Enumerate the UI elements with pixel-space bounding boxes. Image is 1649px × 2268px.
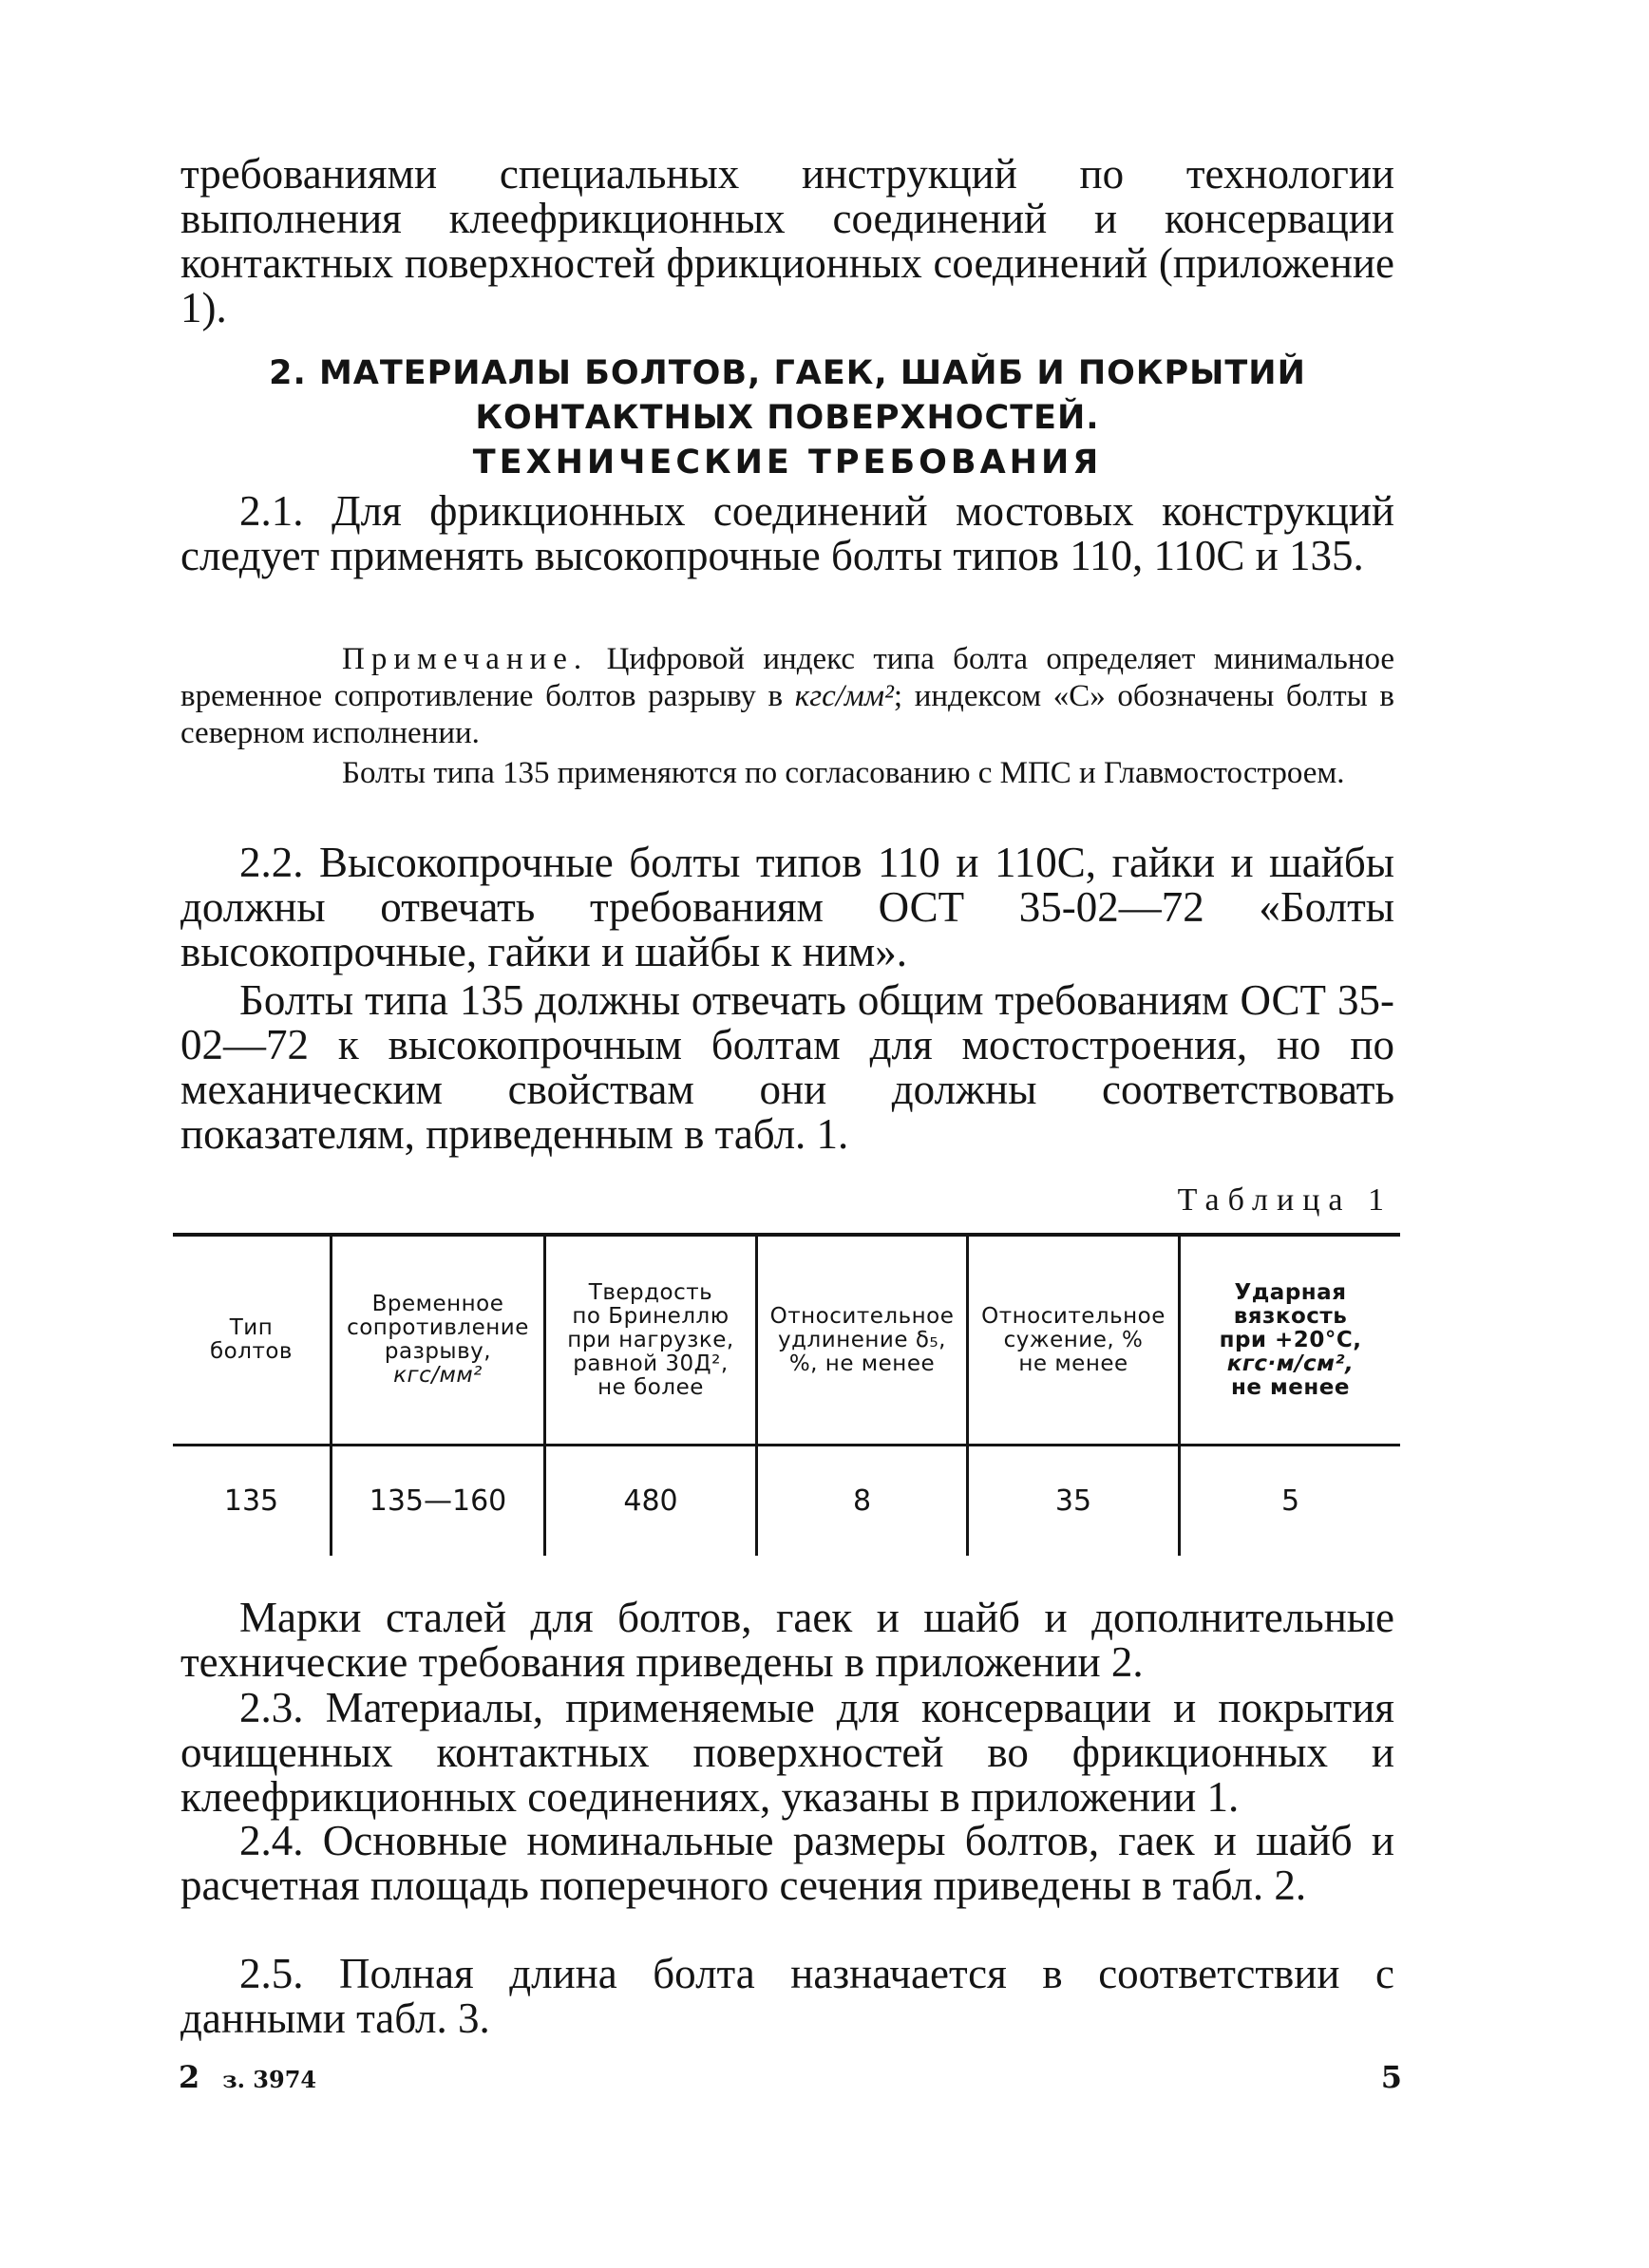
note-block	[180, 641, 1394, 752]
paragraph-2-5: 2.5. Полная длина болта назначается в соответствии с данными табл. 3.	[180, 1950, 1394, 2042]
footer-signature	[179, 2059, 316, 2095]
table-header-cell: Относительное сужение, % не менее	[981, 1303, 1166, 1376]
paragraph-2-2: 2.2. Высокопрочные болты типов 110 и 110С, гайки и шайбы должны отвечать требованиям ОСТ 35-02—72 «Болты высокопрочные, гайки и шайбы к ним».	[180, 839, 1394, 975]
table-header-cell: Относительное удлинение δ₅, %, не менее	[769, 1303, 955, 1376]
note-label: Примечание.	[342, 642, 589, 676]
paragraph-2-4: 2.4. Основные номинальные размеры болтов, гаек и шайб и расчетная площадь поперечного сечения приведены в табл. 2.	[180, 1817, 1394, 1909]
intro-paragraph: требованиями специальных инструкций по технологии выполнения клеефрикционных соединений и консервации контактных поверхностей фрикционных соединений (приложение 1).	[180, 150, 1394, 331]
note-text: Цифровой индекс типа болта определяет минимальное временное сопротивление болтов разрыву в	[180, 642, 1394, 713]
table-cell: 480	[623, 1484, 678, 1518]
table-cell: 8	[852, 1484, 872, 1518]
note-second: Болты типа 135 применяются по согласованию с МПС и Главмостостроем.	[342, 756, 1345, 790]
table-cell: 135	[223, 1484, 279, 1518]
section-heading	[180, 351, 1394, 485]
table-cell: 5	[1280, 1484, 1300, 1518]
signature-number: 2	[179, 2059, 200, 2095]
paragraph-2-2-continued: Болты типа 135 должны отвечать общим требованиям ОСТ 35-02—72 к высокопрочным болтам для мостостроения, но по механическим свойствам они должны соответствовать показателям, приведенным в табл. 1.	[180, 976, 1394, 1158]
table-header-cell: Ударная вязкость при +20°С, кгс·м/см², не менее	[1219, 1279, 1362, 1400]
note-text-after: ; индексом «С» обозначены болты в северном исполнении.	[180, 679, 1395, 750]
paragraph-2-3: 2.3. Материалы, применяемые для консервации и покрытия очищенных контактных поверхностей во фрикционных и клеефрикционных соединениях, указаны в приложении 1.	[180, 1684, 1394, 1821]
table-header-cell: Тип болтов	[210, 1315, 293, 1364]
table-header-cell: Твердость по Бринеллю при нагрузке, равной 30Д², не более	[567, 1279, 734, 1400]
note-unit: кгс/мм²	[794, 679, 894, 713]
table-header-cell: Временное сопротивление разрыву, кгс/мм²	[347, 1292, 529, 1388]
table-cell: 135—160	[369, 1484, 507, 1518]
section-heading-line-1: 2. МАТЕРИАЛЫ БОЛТОВ, ГАЕК, ШАЙБ И ПОКРЫТИЙ	[269, 354, 1306, 392]
table-caption: Таблица 1	[1177, 1182, 1393, 1218]
paragraph-2-1: 2.1. Для фрикционных соединений мостовых конструкций следует применять высокопрочные болты типов 110, 110С и 135.	[180, 487, 1394, 579]
order-number: з. 3974	[222, 2066, 317, 2093]
table-cell: 35	[1054, 1484, 1092, 1518]
table-1	[173, 1233, 1400, 1556]
page-number: 5	[1380, 2059, 1402, 2095]
section-heading-line-3: ТЕХНИЧЕСКИЕ ТРЕБОВАНИЯ	[472, 444, 1103, 482]
paragraph-steels: Марки сталей для болтов, гаек и шайб и дополнительные технические требования приведены в приложении 2.	[180, 1594, 1394, 1686]
section-heading-line-2: КОНТАКТНЫХ ПОВЕРХНОСТЕЙ.	[475, 399, 1100, 437]
